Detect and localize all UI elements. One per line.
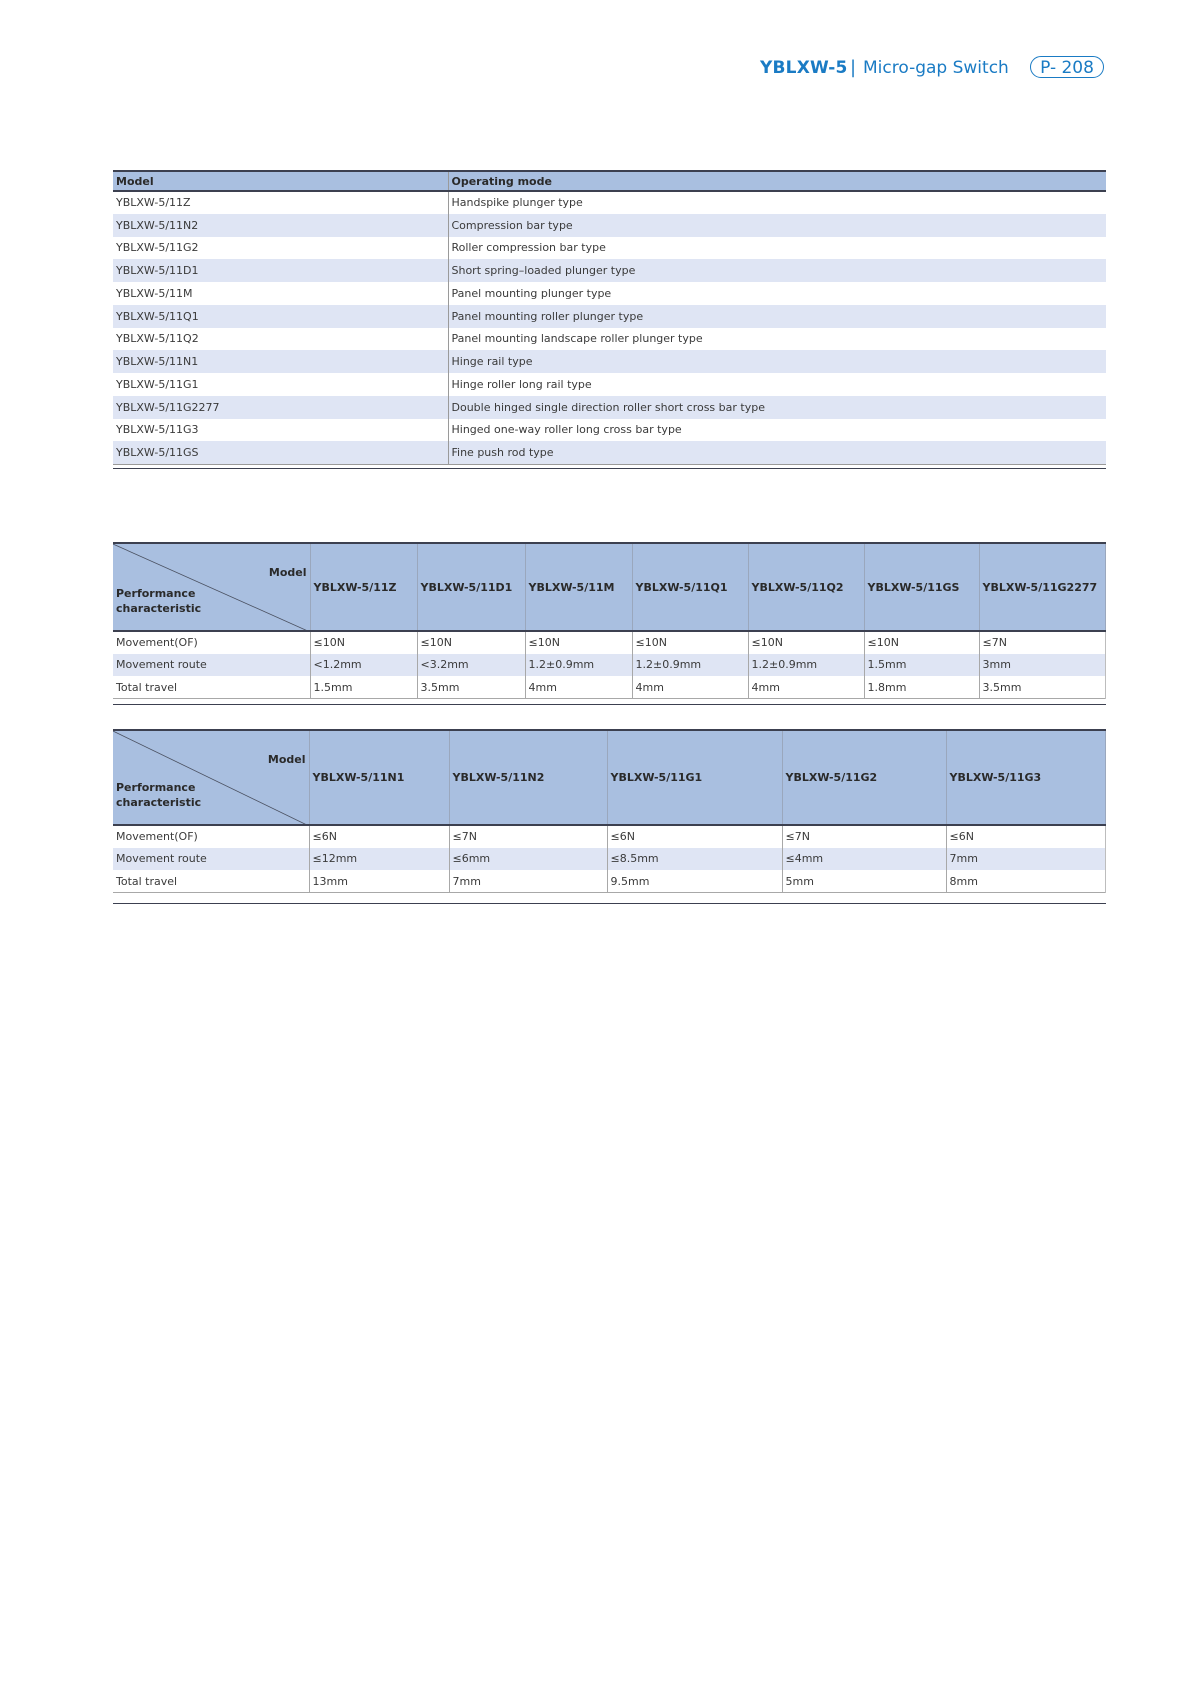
value-cell: 1.5mm [864,654,979,677]
model-column-header: YBLXW-5/11Q2 [748,543,864,631]
diagonal-divider-icon [113,731,309,825]
characteristic-label: Movement route [113,848,309,871]
value-cell: 4mm [748,676,864,699]
product-title: YBLXW-5 [760,58,848,78]
table-row [113,259,1106,282]
model-cell: YBLXW-5/11N1 [113,350,448,373]
model-column-header: YBLXW-5/11Z [310,543,417,631]
table-row [113,419,1106,442]
model-column-header: YBLXW-5/11M [525,543,632,631]
operating-mode-cell: Hinge rail type [451,355,533,369]
column-header-model: Model [113,171,448,191]
performance-table-1 [113,542,1106,699]
model-cell: YBLXW-5/11GS [113,441,448,464]
table-row [113,396,1106,419]
value-cell: 3.5mm [979,676,1106,699]
corner-label-model: Model [267,753,306,766]
table-row [113,237,1106,260]
operating-mode-table [113,170,1106,465]
value-cell: 3mm [979,654,1106,677]
operating-mode-cell: Hinged one-way roller long cross bar type [451,423,682,437]
operating-mode-cell: Panel mounting roller plunger type [451,309,644,323]
value-cell: ≤6N [946,825,1106,848]
table-row [113,328,1106,351]
model-column-header: YBLXW-5/11G3 [946,730,1106,825]
value-cell: ≤6N [607,825,782,848]
operating-mode-cell: Short spring–loaded plunger type [451,264,636,278]
value-cell: 1.8mm [864,676,979,699]
table-header-row [113,171,1106,191]
value-cell: ≤10N [310,631,417,654]
value-cell: 7mm [449,870,607,893]
table-row [113,350,1106,373]
value-cell: 4mm [632,676,748,699]
value-cell: <1.2mm [310,654,417,677]
operating-mode-cell: Compression bar type [451,218,573,232]
model-column-header: YBLXW-5/11G2277 [979,543,1106,631]
table-row [113,654,1106,677]
model-cell: YBLXW-5/11G2 [113,237,448,260]
value-cell: ≤6mm [449,848,607,871]
model-column-header: YBLXW-5/11GS [864,543,979,631]
table-row [113,191,1106,214]
corner-header-cell [113,543,310,631]
value-cell: 7mm [946,848,1106,871]
table-row [113,631,1106,654]
value-cell: ≤4mm [782,848,946,871]
table-header-row [113,730,1106,825]
model-column-header: YBLXW-5/11D1 [417,543,525,631]
characteristic-label: Movement(OF) [113,631,310,654]
title-separator: | [850,57,857,78]
value-cell: <3.2mm [417,654,525,677]
table-row [113,373,1106,396]
value-cell: 1.5mm [310,676,417,699]
value-cell: ≤10N [864,631,979,654]
table-bottom-rule [113,704,1106,705]
model-column-header: YBLXW-5/11G1 [607,730,782,825]
corner-header-cell [113,730,309,825]
value-cell: 1.2±0.9mm [632,654,748,677]
value-cell: ≤7N [782,825,946,848]
model-column-header: YBLXW-5/11N2 [449,730,607,825]
table-row [113,282,1106,305]
model-cell: YBLXW-5/11Z [113,191,448,214]
product-subtitle: Micro-gap Switch [863,58,1009,78]
operating-mode-cell: Hinge roller long rail type [451,377,592,391]
value-cell: ≤6N [309,825,449,848]
value-cell: ≤10N [632,631,748,654]
value-cell: 4mm [525,676,632,699]
value-cell: ≤12mm [309,848,449,871]
table-bottom-rule [113,468,1106,469]
performance-table-2 [113,729,1106,893]
value-cell: 13mm [309,870,449,893]
model-cell: YBLXW-5/11D1 [113,259,448,282]
model-cell: YBLXW-5/11M [113,282,448,305]
characteristic-label: Total travel [113,870,309,893]
model-column-header: YBLXW-5/11N1 [309,730,449,825]
model-column-header: YBLXW-5/11Q1 [632,543,748,631]
value-cell: 8mm [946,870,1106,893]
column-header-operating-mode: Operating mode [451,174,552,188]
model-cell: YBLXW-5/11G3 [113,419,448,442]
table-row [113,825,1106,848]
value-cell: 1.2±0.9mm [525,654,632,677]
value-cell: ≤8.5mm [607,848,782,871]
table-row [113,676,1106,699]
model-cell: YBLXW-5/11Q1 [113,305,448,328]
value-cell: 1.2±0.9mm [748,654,864,677]
corner-label-performance: Performance characteristic [116,781,202,809]
table-row [113,870,1106,893]
value-cell: ≤10N [748,631,864,654]
corner-label-model: Model [268,566,307,579]
table-row [113,848,1106,871]
value-cell: ≤10N [525,631,632,654]
value-cell: 5mm [782,870,946,893]
table-row [113,305,1106,328]
page-number-badge: P- 208 [1030,56,1104,78]
value-cell: ≤7N [449,825,607,848]
operating-mode-cell: Panel mounting plunger type [451,286,612,300]
operating-mode-cell: Double hinged single direction roller short cross bar type [451,400,765,414]
operating-mode-cell: Handspike plunger type [451,196,583,210]
model-column-header: YBLXW-5/11G2 [782,730,946,825]
operating-mode-cell: Roller compression bar type [451,241,606,255]
corner-label-performance: Performance characteristic [116,587,202,615]
value-cell: 3.5mm [417,676,525,699]
table-row [113,214,1106,237]
table-header-row [113,543,1106,631]
model-cell: YBLXW-5/11G2277 [113,396,448,419]
page-header [0,55,1191,85]
characteristic-label: Movement route [113,654,310,677]
value-cell: ≤7N [979,631,1106,654]
characteristic-label: Total travel [113,676,310,699]
value-cell: ≤10N [417,631,525,654]
operating-mode-cell: Fine push rod type [451,445,554,459]
value-cell: 9.5mm [607,870,782,893]
table-row [113,441,1106,464]
characteristic-label: Movement(OF) [113,825,309,848]
model-cell: YBLXW-5/11N2 [113,214,448,237]
table-bottom-rule [113,903,1106,904]
model-cell: YBLXW-5/11Q2 [113,328,448,351]
model-cell: YBLXW-5/11G1 [113,373,448,396]
operating-mode-cell: Panel mounting landscape roller plunger type [451,332,703,346]
